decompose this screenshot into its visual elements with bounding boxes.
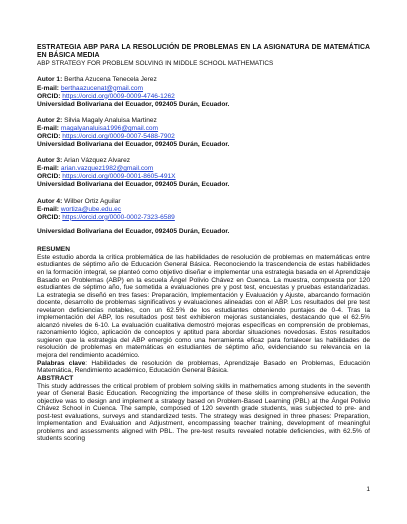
- orcid-label: ORCID:: [37, 132, 61, 140]
- orcid-label: ORCID:: [37, 92, 61, 100]
- abstract-heading: ABSTRACT: [37, 374, 74, 382]
- author-orcid-link[interactable]: https://orcid.org/0000-0002-7323-6589: [62, 213, 175, 221]
- author-name: Arian Vázquez Alvarez: [63, 157, 131, 165]
- abstract-paragraph: This study addresses the critical problem of problem solving skills in mathematics among students in the seventh year of General Basic Education. Recognizing the importance of these skills in comprehensive education, the objective was to design and implement a strategy based on Problem-Based Learning (PBL) at the Ángel Polivio Chávez School in Cuenca. The sample, composed of 120 seventh grade students, was subjected to pre- and post-test evaluations, surveys and standardized tests. The strategy was designed in three phases: Preparation, Implementation and Evaluation and Adjustment, encompassing teacher training, development of meaningful problems and assessments aligned with PBL. The pre-test results revealed notable deficiencies, with 62.5% of students scoring: [37, 382, 370, 443]
- keywords-text: : Habilidades de resolución de problemas, Aprendizaje Basado en Problemas, Educación Matemática, Rendimiento académico, Educación General Básica.: [37, 359, 371, 375]
- email-label: E-mail:: [37, 84, 59, 92]
- author-email-link[interactable]: arian.vazquez1982@gmail.com: [60, 165, 154, 173]
- resumen-heading: RESUMEN: [37, 245, 70, 253]
- orcid-label: ORCID:: [37, 213, 61, 221]
- email-label: E-mail:: [37, 124, 59, 132]
- author-email-link[interactable]: magalyanaluisa1996@gmail.com: [60, 124, 159, 132]
- author-block-2: [37, 117, 370, 149]
- email-label: E-mail:: [37, 205, 59, 213]
- author-name: Silvia Magaly Analuisa Martinez: [64, 116, 157, 124]
- keywords-label: Palabras clave: [37, 359, 86, 367]
- author-name: Wilber Ortiz Aguilar: [64, 197, 121, 205]
- author-name: Bertha Azucena Tenecela Jerez: [64, 76, 157, 84]
- paper-title: ESTRATEGIA ABP PARA LA RESOLUCIÓN DE PROBLEMAS EN LA ASIGNATURA DE MATEMÁTICA EN BÁSICA MEDIA: [37, 44, 370, 60]
- orcid-label: ORCID:: [37, 173, 61, 181]
- page-number: 1: [366, 486, 370, 493]
- author-orcid-link[interactable]: https://orcid.org/0009-0007-5488-7902: [62, 132, 175, 140]
- author-orcid-link[interactable]: https://orcid.org/0009-0001-8605-491X: [62, 173, 176, 181]
- author-institution: Universidad Bolivariana del Ecuador, 092405 Durán, Ecuador.: [37, 100, 230, 108]
- author-institution: Universidad Bolivariana del Ecuador, 092405 Durán, Ecuador.: [37, 141, 230, 149]
- author-email-link[interactable]: wortiza@ube.edu.ec: [60, 205, 122, 213]
- author-orcid-link[interactable]: https://orcid.org/0009-0009-4746-1262: [62, 92, 175, 100]
- author-block-4: [37, 198, 370, 236]
- author-label: Autor 1:: [37, 76, 63, 84]
- keywords-paragraph: [37, 360, 370, 375]
- author-label: Autor 2:: [37, 116, 63, 124]
- author-label: Autor 4:: [37, 197, 63, 205]
- email-label: E-mail:: [37, 165, 59, 173]
- author-institution: Universidad Bolivariana del Ecuador, 092405 Durán, Ecuador.: [37, 181, 230, 189]
- author-block-1: [37, 76, 370, 108]
- author-email-link[interactable]: berthaazucenat@gmail.com: [60, 84, 144, 92]
- resumen-paragraph: Este estudio aborda la crítica problemática de las habilidades de resolución de problemas en matemáticas entre estudiantes de séptimo año de Educación General Básica. Reconociendo la trascendencia de estas habilidades en la formación integral, se planteó como objetivo diseñar e implementar una estrategia basada en el Aprendizaje Basado en Problemas (ABP) en la escuela Ángel Polivio Chávez en Cuenca. La muestra, compuesta por 120 estudiantes de séptimo año, fue sometida a evaluaciones pre y post test, encuestas y pruebas estandarizadas. La estrategia se diseñó en tres fases: Preparación, Implementación y Evaluación y Ajuste, abarcando formación docente, desarrollo de problemas significativos y evaluaciones alineadas con el ABP. Los resultados del pre test revelaron deficiencias notables, con un 62.5% de los estudiantes obteniendo puntajes de 0-4. Tras la implementación del ABP, los resultados post test exhibieron mejoras sustanciales, destacando que el 62.5% alcanzó niveles de 6-10. La evaluación cualitativa demostró mejoras específicas en comprensión de problemas, razonamiento lógico, aplicación de conceptos y aptitud para abordar situaciones novedosas. Estos resultados sugieren que la estrategia del ABP emergió como una herramienta eficaz para fortalecer las habilidades de resolución de problemas en matemáticas en estudiantes de séptimo año, evidenciando su relevancia en la mejora del rendimiento académico.: [37, 253, 370, 360]
- paper-subtitle: ABP STRATEGY FOR PROBLEM SOLVING IN MIDDLE SCHOOL MATHEMATICS: [37, 60, 274, 68]
- author-label: Autor 3:: [37, 157, 63, 165]
- author-institution: Universidad Bolivariana del Ecuador, 092405 Durán, Ecuador.: [37, 227, 230, 235]
- author-block-3: [37, 157, 370, 189]
